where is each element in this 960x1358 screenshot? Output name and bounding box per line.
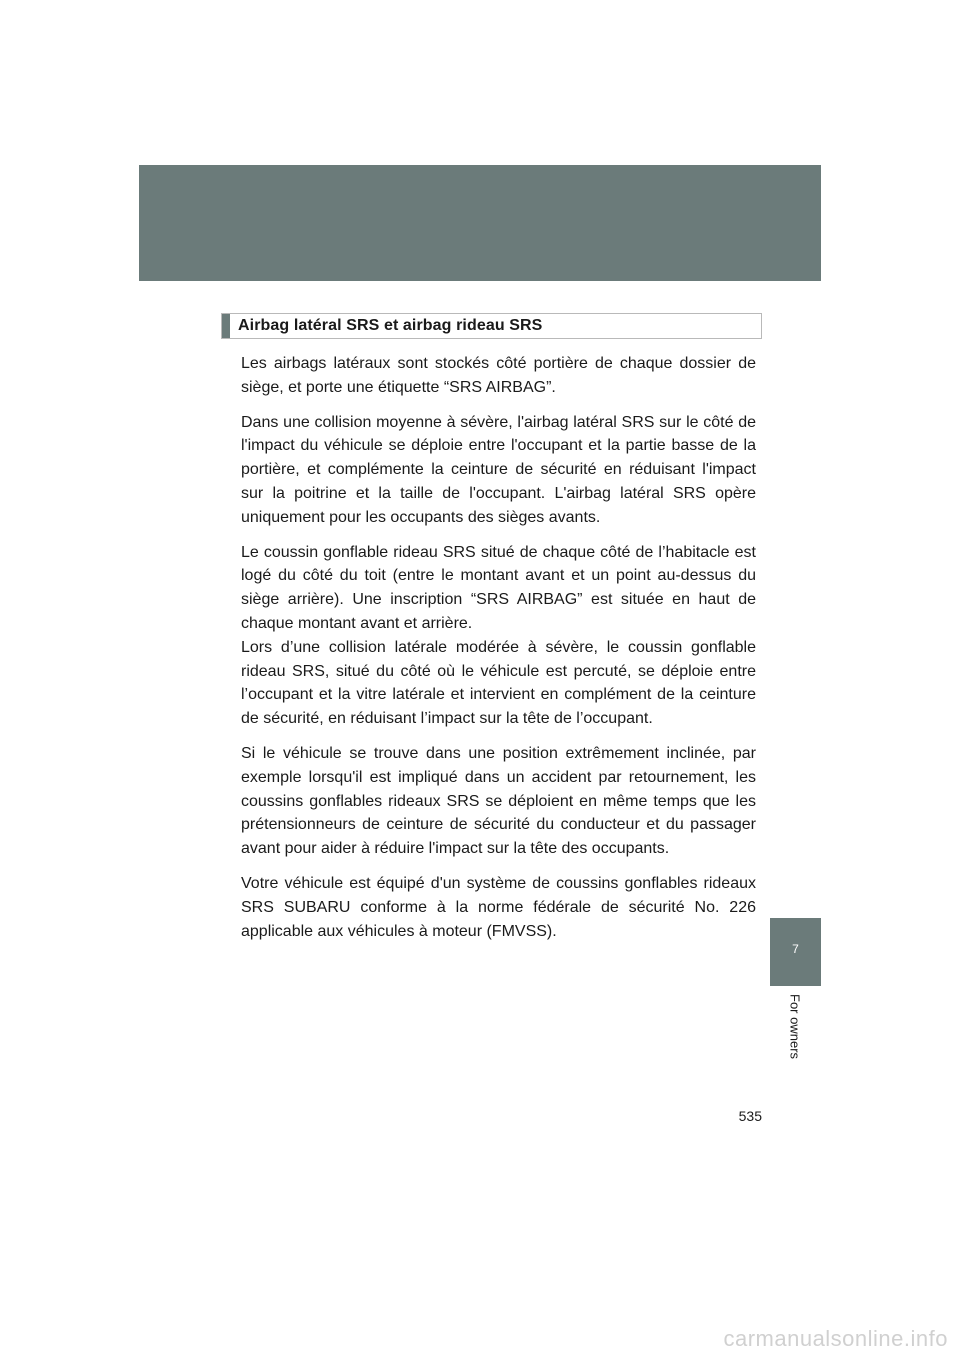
section-heading — [221, 313, 762, 339]
paragraph: Si le véhicule se trouve dans une position extrêmement inclinée, par exemple lorsqu'il est impliqué dans un accident par retournement, les coussins gonflables rideaux SRS se déploient en même temps que les prétensionneurs de ceinture de sécurité du conducteur et du passager avant pour aider à réduire l'impact sur la tête des occupants. — [241, 744, 756, 858]
page-number: 535 — [738, 1108, 762, 1124]
paragraph: Lors d’une collision latérale modérée à sévère, le coussin gonflable rideau SRS, situé du côté où le véhicule est percuté, se déploie entre l’occupant et la vitre latérale et intervient en complément de la ceinture de sécurité, en réduisant l’impact sur la tête de l’occupant. — [241, 638, 756, 728]
chapter-number: 7 — [792, 942, 799, 956]
chapter-label-text: For owners — [787, 994, 803, 1060]
paragraph: Le coussin gonflable rideau SRS situé de chaque côté de l’habitacle est logé du côté du toit (entre le montant avant et un point au-dessus du siège arrière). Une inscription “SRS AIRBAG” est située en haut de chaque montant avant et arrière. — [241, 543, 756, 632]
paragraph: Votre véhicule est équipé d'un système de coussins gonflables rideaux SRS SUBARU conforme à la norme fédérale de sécurité No. 226 applicable aux véhicules à moteur (FMVSS). — [241, 874, 756, 940]
body-text — [241, 352, 756, 954]
section-title: Airbag latéral SRS et airbag rideau SRS — [238, 317, 543, 334]
watermark: carmanualsonline.info — [723, 1326, 948, 1351]
chapter-label — [785, 994, 805, 1074]
header-band — [139, 165, 821, 281]
heading-accent-bar — [222, 314, 230, 338]
chapter-tab — [770, 918, 821, 986]
paragraph: Dans une collision moyenne à sévère, l'airbag latéral SRS sur le côté de l'impact du véhicule se déploie entre l'occupant et la partie basse de la portière, et complémente la ceinture de sécurité en réduisant l'impact sur la poitrine et la taille de l'occupant. L'airbag latéral SRS opère uniquement pour les occupants des sièges avants. — [241, 413, 756, 526]
paragraph: Les airbags latéraux sont stockés côté portière de chaque dossier de siège, et porte une étiquette “SRS AIRBAG”. — [241, 355, 756, 396]
